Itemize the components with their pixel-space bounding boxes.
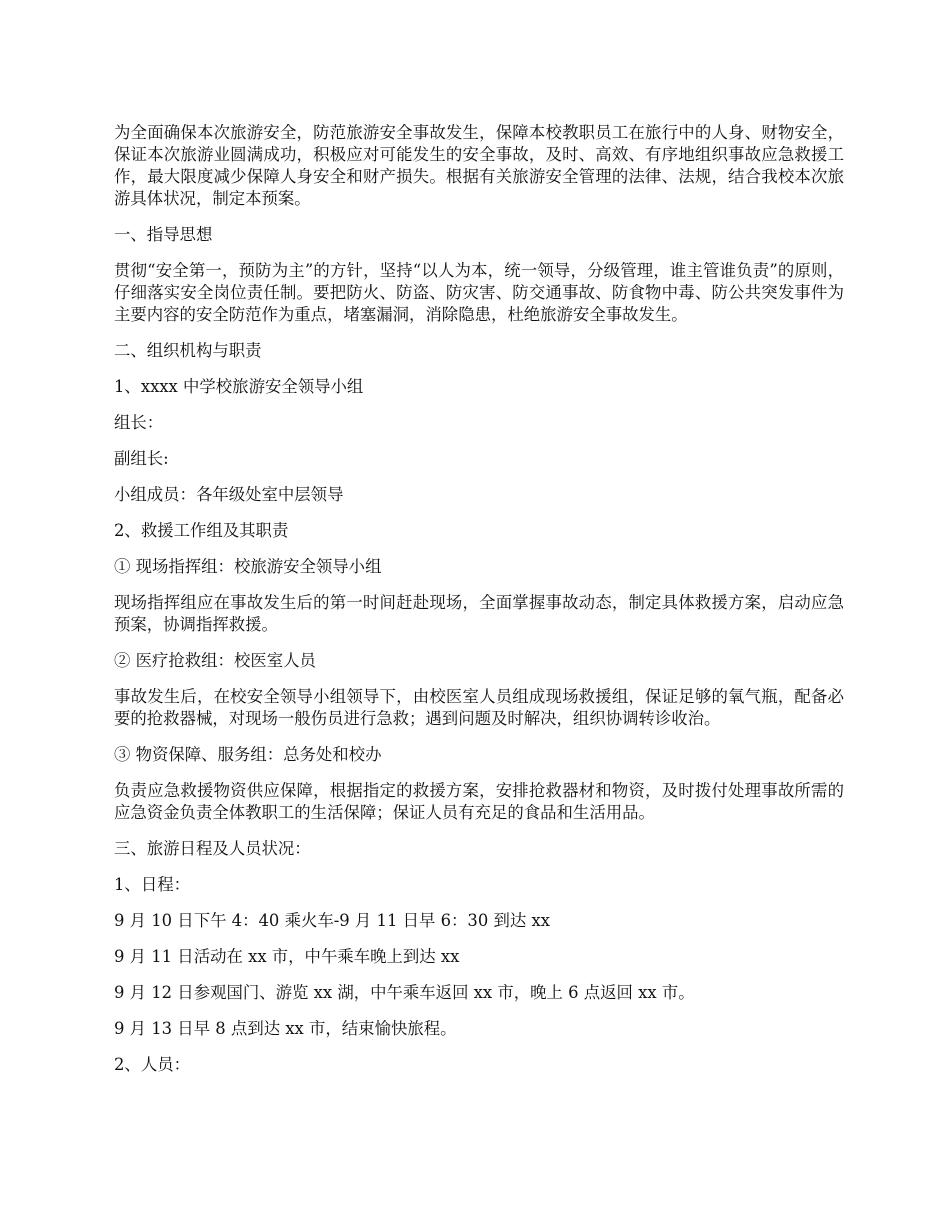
leadership-group-title: 1、xxxx 中学校旅游安全领导小组 [114, 377, 364, 396]
schedule-line: 9 月 10 日下午 4：40 乘火车-9 月 11 日早 6：30 到达 xx [114, 911, 550, 930]
section-heading-organization: 二、组织机构与职责 [114, 341, 262, 360]
supply-group-title: ③ 物资保障、服务组：总务处和校办 [114, 745, 382, 764]
schedule-line: 9 月 13 日早 8 点到达 xx 市，结束愉快旅程。 [114, 1019, 457, 1038]
intro-paragraph: 为全面确保本次旅游安全，防范旅游安全事故发生，保障本校教职员工在旅行中的人身、财物安全，保证本次旅游业圆满成功，积极应对可能发生的安全事故，及时、高效、有序地组织事故应急救援工作，最大限度减少保障人身安全和财产损失。根据有关旅游安全管理的法律、法规，结合我校本次旅游具体状况，制定本预案。 [114, 123, 844, 208]
deputy-leader-line: 副组长: [114, 449, 169, 468]
section-heading-guiding-ideology: 一、指导思想 [114, 225, 213, 244]
personnel-title: 2、人员： [114, 1055, 190, 1074]
group-leader-line: 组长： [114, 413, 164, 432]
schedule-line: 9 月 11 日活动在 xx 市，中午乘车晚上到达 xx [114, 947, 460, 966]
group-members-line: 小组成员：各年级处室中层领导 [114, 485, 344, 504]
document-body [114, 122, 844, 1090]
command-group-title: ① 现场指挥组：校旅游安全领导小组 [114, 557, 382, 576]
section-heading-schedule: 三、旅游日程及人员状况： [114, 839, 311, 858]
medical-group-title: ② 医疗抢救组：校医室人员 [114, 651, 316, 670]
supply-group-description: 负责应急救援物资供应保障，根据指定的救援方案，安排抢救器材和物资，及时拨付处理事故所需的应急资金负责全体教职工的生活保障；保证人员有充足的食品和生活用品。 [114, 781, 844, 822]
command-group-description: 现场指挥组应在事故发生后的第一时间赶赴现场，全面掌握事故动态，制定具体救援方案，启动应急预案，协调指挥救援。 [114, 593, 844, 634]
rescue-groups-title: 2、救援工作组及其职责 [114, 521, 289, 540]
schedule-line: 9 月 12 日参观国门、游览 xx 湖，中午乘车返回 xx 市，晚上 6 点返回 xx 市。 [114, 983, 695, 1002]
schedule-title: 1、日程： [114, 875, 190, 894]
guiding-ideology-paragraph: 贯彻“安全第一，预防为主”的方针，坚持“以人为本，统一领导，分级管理，谁主管谁负责”的原则，仔细落实安全岗位责任制。要把防火、防盗、防灾害、防交通事故、防食物中毒、防公共突发事件为主要内容的安全防范作为重点，堵塞漏洞，消除隐患，杜绝旅游安全事故发生。 [114, 261, 844, 324]
medical-group-description: 事故发生后，在校安全领导小组领导下，由校医室人员组成现场救援组，保证足够的氧气瓶，配备必要的抢救器械，对现场一般伤员进行急救；遇到问题及时解决，组织协调转诊收治。 [114, 687, 844, 728]
